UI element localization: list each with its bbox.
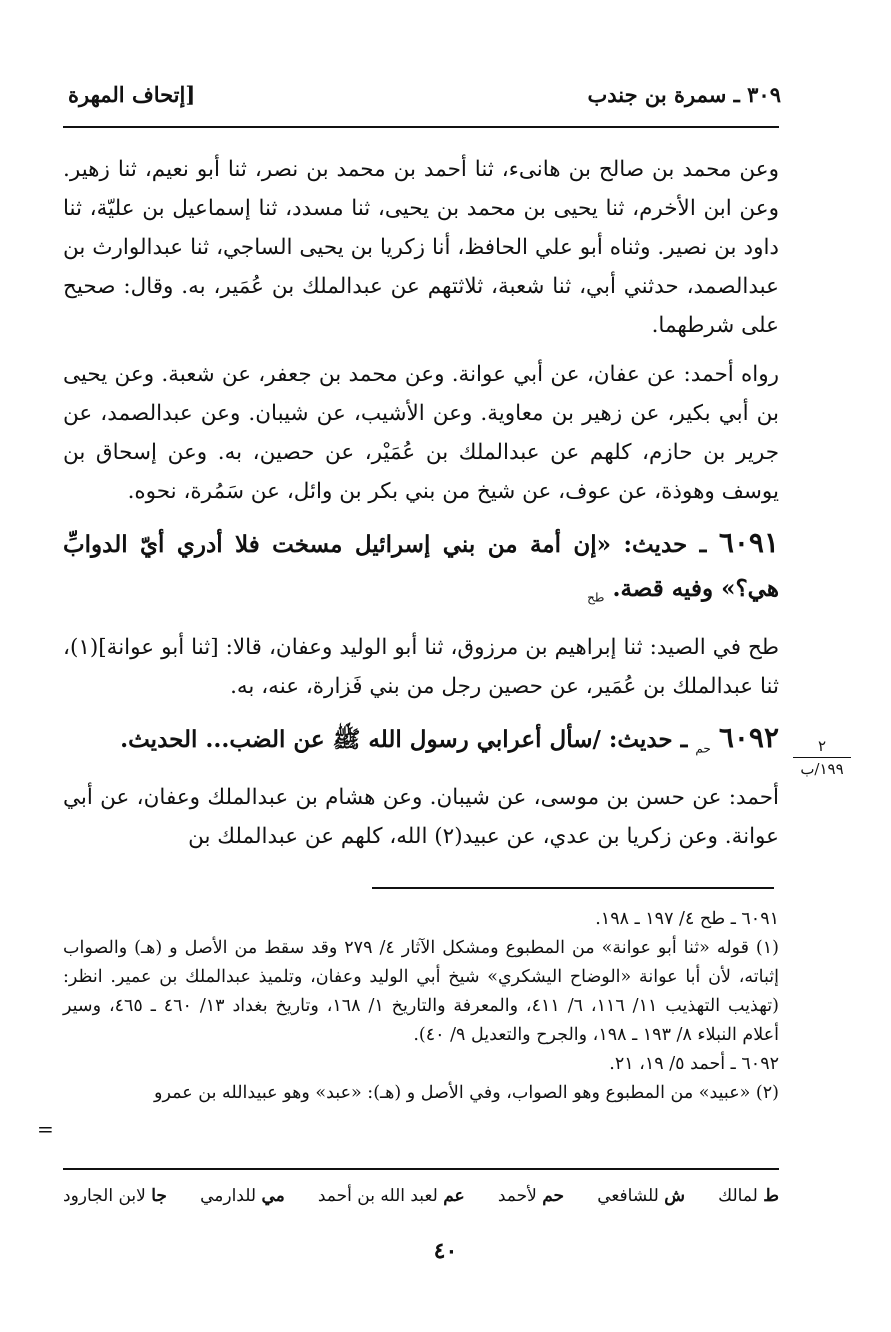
hadith-text: ـ حديث: «إن أمة من بني إسرائيل مسخت فلا أدري أيّ الدوابِّ هي؟» وفيه قصة. bbox=[63, 531, 779, 602]
abbr-item: عم لعبد الله بن أحمد bbox=[317, 1186, 465, 1206]
paragraph-isnad-2: رواه أحمد: عن عفان، عن أبي عوانة. وعن محمد بن جعفر، عن شعبة. وعن يحيى بن أبي بكير، عن زهير بن معاوية. وعن الأشيب، عن شيبان. وعن عبدالصمد، عن جرير بن حازم، كلهم عن عبدالملك بن عُمَيْر، عن حصين، به. وعن إسحاق بن يوسف وهوذة، عن عوف، عن شيخ من بني بكر بن وائل، عن سَمُرة، نحوه. bbox=[63, 362, 779, 504]
footnote: (١) قوله «ثنا أبو عوانة» من المطبوع ومشكل الآثار ٤/ ٢٧٩ وقد سقط من الأصل و (هـ) والصواب إثباته، لأن أبا عوانة «الوضاح اليشكري» شيخ أبي الوليد وعفان، وتلميذ عبدالملك بن عمير. انظر: (تهذيب التهذيب ١١/ ١١٦، ٦/ ٤١١، والمعرفة والتاريخ ١/ ١٦٨، وتاريخ بغداد ١٣/ ٤٦٠ ـ ٤٦٥، وسير أعلام النبلاء ٨/ ١٩٣ ـ ١٩٨، والجرح والتعديل ٩/ ٤٠). bbox=[63, 938, 779, 1045]
footnotes bbox=[63, 905, 779, 1108]
main-text bbox=[63, 150, 779, 866]
abbreviation-key bbox=[63, 1186, 779, 1206]
footnote-rule bbox=[372, 887, 774, 889]
running-header-book: [إتحاف المهرة bbox=[68, 82, 196, 107]
folio-divider bbox=[793, 757, 851, 758]
abbr-item: جا لابن الجارود bbox=[63, 1186, 167, 1206]
footnote: ٦٠٩١ ـ طح ٤/ ١٩٧ ـ ١٩٨. bbox=[595, 909, 779, 929]
footnote: ٦٠٩٢ ـ أحمد ٥/ ١٩، ٢١. bbox=[609, 1054, 779, 1074]
paragraph-isnad-1: وعن محمد بن صالح بن هانىء، ثنا أحمد بن محمد بن نصر، ثنا أبو نعيم، ثنا زهير. وعن ابن الأخرم، ثنا يحيى بن محمد بن يحيى، ثنا مسدد، ثنا إسماعيل بن عليّة، ثنا داود بن نصير. وثناه أبو علي الحافظ، أنا زكريا بن يحيى الساجي، ثنا عبدالوارث بن عبدالصمد، حدثني أبي، ثنا شعبة، ثلاثتهم عن عبدالملك بن عُمَير، به. وقال: صحيح على شرطهما. bbox=[63, 157, 779, 338]
hadith-text: ـ حديث: /سأل أعرابي رسول الله ﷺ عن الضب... الحديث. bbox=[120, 725, 688, 753]
footnote: (٢) «عبيد» من المطبوع وهو الصواب، وفي الأصل و (هـ): «عبد» وهو عبيدالله بن عمرو bbox=[154, 1083, 779, 1103]
abbr-item: حم لأحمد bbox=[497, 1186, 565, 1206]
continuation-mark: = bbox=[37, 1117, 54, 1141]
hadith-number: ٦٠٩٢ bbox=[718, 720, 779, 754]
page-number: ٤٠ bbox=[433, 1238, 458, 1264]
hadith-6091 bbox=[63, 521, 779, 620]
paragraph-isnad-4: أحمد: عن حسن بن موسى، عن شيبان. وعن هشام بن عبدالملك وعفان، عن أبي عوانة. وعن زكريا بن عدي، عن عبيد(٢) الله، كلهم عن عبدالملك بن bbox=[63, 785, 779, 850]
manuscript-folio-note bbox=[793, 737, 851, 778]
source-mark: طح bbox=[587, 590, 605, 605]
abbr-item: مي للدارمي bbox=[200, 1186, 285, 1206]
abbreviation-rule bbox=[63, 1168, 779, 1170]
hadith-6092 bbox=[63, 716, 779, 771]
header-rule bbox=[63, 126, 779, 128]
folio-bottom: ١٩٩/ب bbox=[800, 760, 844, 778]
running-header-chapter: ٣٠٩ ـ سمرة بن جندب bbox=[587, 82, 781, 107]
folio-top: ٢ bbox=[817, 737, 827, 755]
abbr-item: ش للشافعي bbox=[597, 1186, 686, 1206]
paragraph-isnad-3: طح في الصيد: ثنا إبراهيم بن مرزوق، ثنا أبو الوليد وعفان، قالا: [ثنا أبو عوانة](١)، ثنا عبدالملك بن عُمَير، عن حصين رجل من بني فَزارة، عنه، به. bbox=[63, 634, 779, 699]
source-mark: حم bbox=[695, 741, 711, 756]
abbr-item: ط لمالك bbox=[718, 1186, 779, 1206]
hadith-number: ٦٠٩١ bbox=[718, 526, 779, 559]
